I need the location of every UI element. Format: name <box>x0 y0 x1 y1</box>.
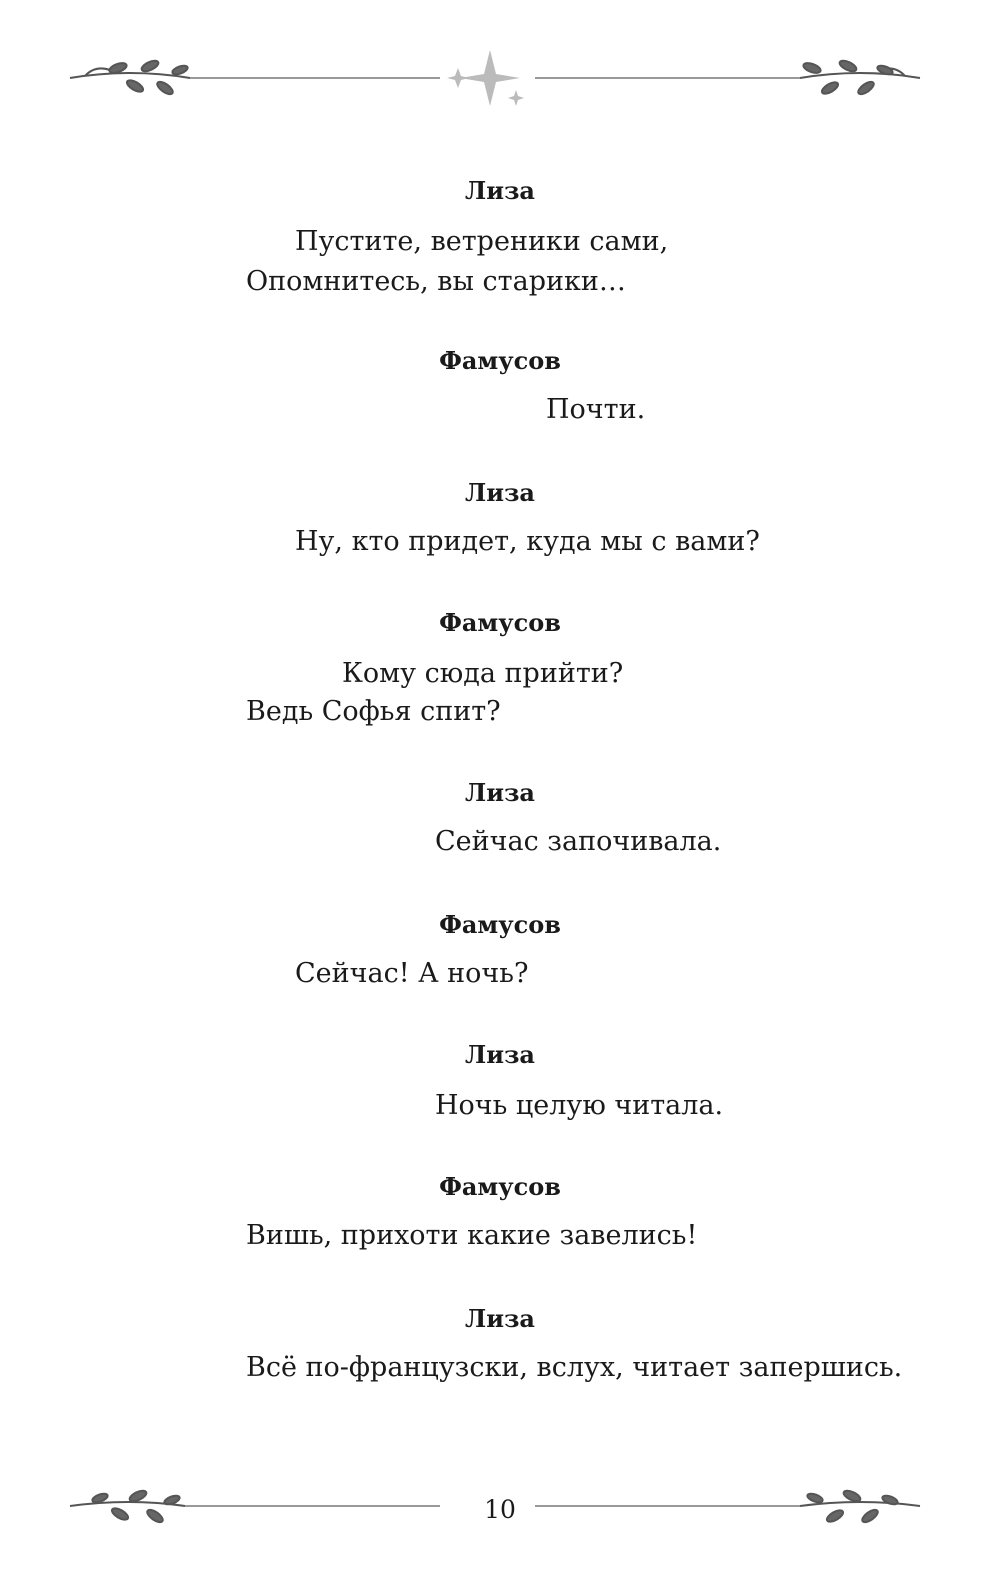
dialogue-line: Вишь, прихоти какие завелись! <box>246 1220 698 1251</box>
left-vine-icon <box>70 59 190 97</box>
dialogue-line: Всё по-французски, вслух, читает запершись. <box>246 1352 903 1383</box>
speaker-name: Лиза <box>465 1304 535 1333</box>
right-vine-icon <box>800 59 920 97</box>
speaker-name: Фамусов <box>439 910 561 939</box>
speaker-name: Лиза <box>465 176 535 205</box>
speaker-name: Лиза <box>465 778 535 807</box>
sparkle-icon <box>447 50 524 106</box>
dialogue-line: Ведь Софья спит? <box>246 696 501 727</box>
dialogue-line: Ночь целую читала. <box>435 1090 724 1121</box>
speaker-name: Лиза <box>465 478 535 507</box>
dialogue-line: Опомнитесь, вы старики… <box>246 266 626 297</box>
page-number: 10 <box>484 1495 516 1524</box>
speaker-name: Лиза <box>465 1040 535 1069</box>
speaker-name: Фамусов <box>439 1172 561 1201</box>
dialogue-line: Пустите, ветреники сами, <box>295 226 669 257</box>
speaker-name: Фамусов <box>439 608 561 637</box>
dialogue-line: Кому сюда прийти? <box>342 658 624 689</box>
dialogue-line: Ну, кто придет, куда мы с вами? <box>295 526 760 557</box>
dialogue-line: Сейчас започивала. <box>435 826 722 857</box>
dialogue-line: Сейчас! А ночь? <box>295 958 529 989</box>
dialogue-line: Почти. <box>546 394 646 425</box>
speaker-name: Фамусов <box>439 346 561 375</box>
top-ornament-divider <box>0 30 1000 120</box>
